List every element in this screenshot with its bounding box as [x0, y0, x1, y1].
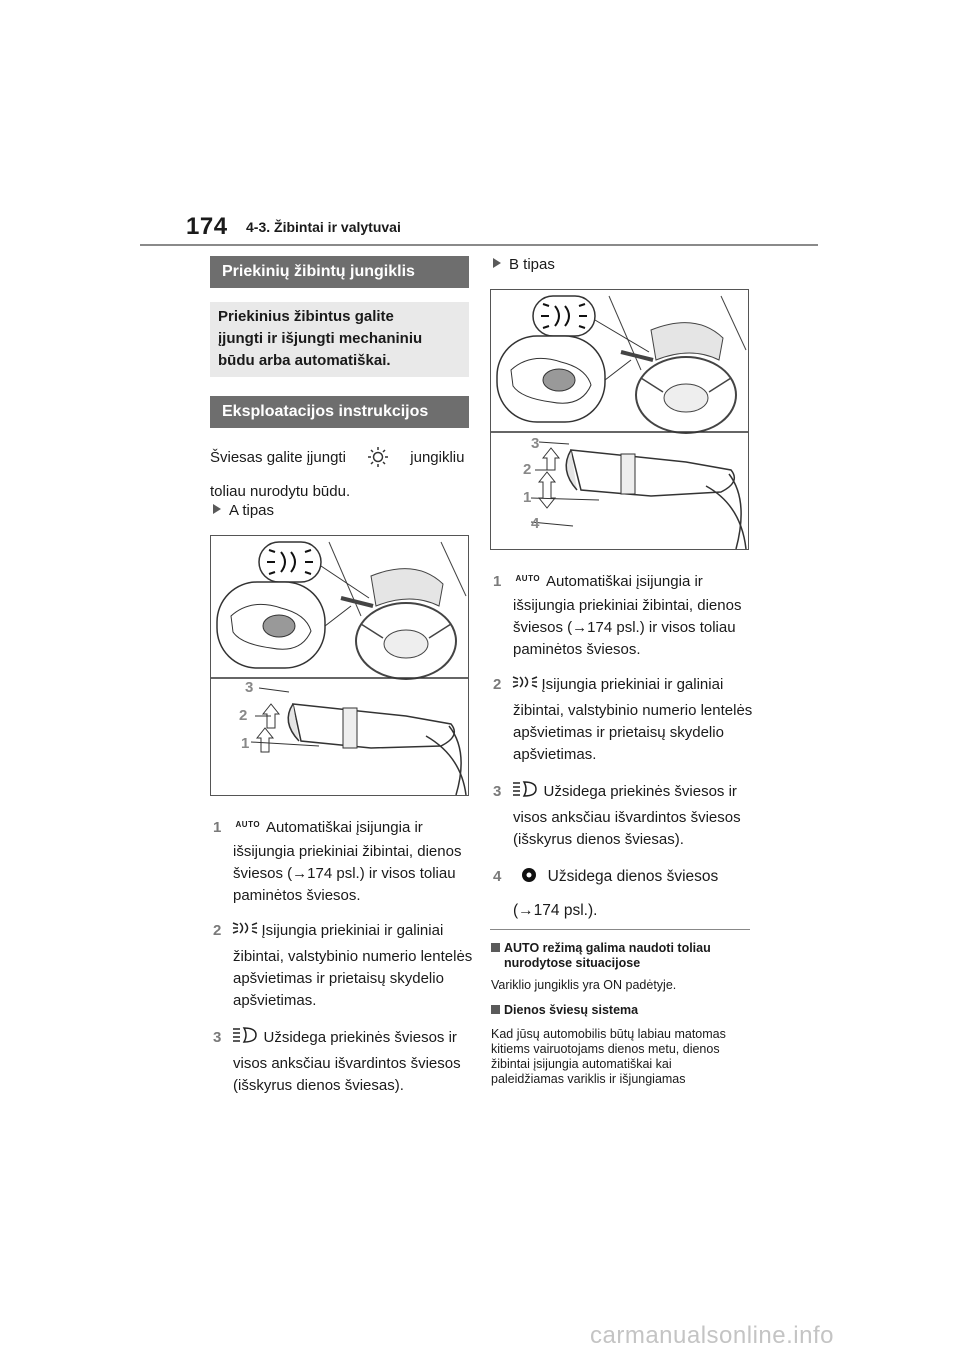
usage-text: Šviesas galite įjungti [210, 449, 346, 466]
item-text: Užsidega priekinės šviesos ir [543, 783, 737, 800]
figure-type-b [490, 289, 749, 550]
note-auto-mode-title [491, 941, 756, 971]
intro-box [210, 302, 469, 377]
watermark: carmanualsonline.info [590, 1322, 834, 1349]
figure-a-label-2: 2 [239, 707, 248, 724]
banner-label: Priekinių žibintų jungiklis [222, 263, 415, 280]
note-drl-body [491, 1027, 756, 1087]
item-b-4 [493, 866, 758, 922]
item-text: apšvietimas. [233, 992, 317, 1009]
page-number: 174 [186, 213, 228, 240]
item-a-3 [213, 1026, 473, 1097]
section-banner-instructions [210, 396, 469, 428]
item-text: Užsidega dienos šviesos [547, 868, 719, 885]
item-a-2 [213, 920, 473, 1012]
header-rule [140, 244, 818, 246]
note-title-text: AUTO režimą galima naudoti toliau [504, 941, 711, 955]
item-text: apšvietimas ir prietaisų skydelio [513, 724, 724, 741]
square-bullet-icon [491, 1005, 500, 1014]
item-text: Įsijungia priekiniai ir galiniai [541, 676, 724, 693]
tail-light-icon [232, 921, 258, 935]
item-number: 1 [493, 573, 502, 590]
intro-line: Priekinius žibintus galite [218, 308, 394, 325]
item-b-3 [493, 780, 758, 851]
item-number: 4 [493, 868, 502, 885]
note-title-text: nurodytose situacijose [504, 956, 641, 970]
item-text: (išskyrus dienos šviesas). [513, 831, 684, 848]
daytime-running-light-icon [520, 866, 538, 884]
item-text: Įsijungia priekiniai ir galiniai [261, 922, 444, 939]
note-body-line: Kad jūsų automobilis būtų labiau matomas [491, 1027, 726, 1041]
item-number: 2 [493, 676, 502, 693]
item-text: apšvietimas. [513, 746, 597, 763]
item-text: paminėtos šviesos. [513, 641, 641, 658]
item-number: 2 [213, 922, 222, 939]
headlight-icon [512, 780, 540, 798]
auto-icon: AUTO [515, 574, 541, 583]
headlight-icon [232, 1026, 260, 1044]
note-drl-title [491, 1003, 756, 1018]
item-b-1 [493, 568, 758, 661]
square-bullet-icon [491, 943, 500, 952]
note-body-line: paleidžiamas variklis ir išjungiamas [491, 1072, 686, 1086]
usage-line-1 [210, 446, 480, 469]
usage-text: jungikliu [410, 449, 465, 466]
item-text: (išskyrus dienos šviesas). [233, 1077, 404, 1094]
triangle-bullet-icon [213, 504, 221, 514]
usage-paragraph [210, 446, 480, 503]
type-a-heading [213, 500, 274, 522]
item-b-2 [493, 674, 758, 766]
type-b-label: B tipas [509, 256, 555, 273]
item-text: žibintai, valstybinio numerio lentelės [513, 702, 753, 719]
item-text: išsijungia priekiniai žibintai, dienos [233, 843, 462, 860]
note-auto-mode-body: Variklio jungiklis yra ON padėtyje. [491, 978, 677, 992]
item-text: paminėtos šviesos. [233, 887, 361, 904]
figure-type-a-illustration [211, 536, 468, 795]
item-text: visos anksčiau išvardintos šviesos [233, 1055, 461, 1072]
section-banner-headlight-switch [210, 256, 469, 288]
item-text: šviesos (→174 psl.) ir visos toliau [233, 865, 456, 882]
tail-light-icon [512, 675, 538, 689]
triangle-bullet-icon [493, 258, 501, 268]
figure-b-label-3: 3 [531, 435, 540, 452]
usage-line-2: toliau nurodytu būdu. [210, 483, 351, 500]
light-switch-icon [358, 446, 398, 468]
banner-label: Eksploatacijos instrukcijos [222, 403, 429, 420]
figure-type-b-illustration [491, 290, 748, 549]
item-text: apšvietimas ir prietaisų skydelio [233, 970, 444, 987]
intro-line: būdu arba automatiškai. [218, 352, 391, 369]
note-body-line: žibintai įsijungia automatiškai kai [491, 1057, 672, 1071]
item-text: išsijungia priekiniai žibintai, dienos [513, 597, 742, 614]
item-text: (→174 psl.). [513, 902, 598, 919]
item-text: visos anksčiau išvardintos šviesos [513, 809, 741, 826]
type-a-label: A tipas [229, 502, 275, 519]
intro-line: įjungti ir išjungti mechaniniu [218, 330, 423, 347]
item-text: Automatiškai įsijungia ir [546, 573, 703, 590]
note-body-line: kitiems vairuotojams dienos metu, dienos [491, 1042, 720, 1056]
note-title-text: Dienos šviesų sistema [504, 1003, 639, 1017]
figure-b-label-1: 1 [523, 489, 532, 506]
item-number: 3 [213, 1029, 222, 1046]
item-number: 3 [493, 783, 502, 800]
figure-a-label-1: 1 [241, 735, 250, 752]
figure-b-label-4: 4 [531, 515, 540, 532]
chapter-title: 4-3. Žibintai ir valytuvai [246, 219, 401, 235]
item-text: šviesos (→174 psl.) ir visos toliau [513, 619, 736, 636]
notes-divider [490, 929, 750, 930]
type-b-heading [493, 254, 555, 276]
figure-type-a [210, 535, 469, 796]
figure-a-label-3: 3 [245, 679, 254, 696]
item-text: žibintai, valstybinio numerio lentelės [233, 948, 473, 965]
auto-icon: AUTO [235, 820, 261, 829]
item-number: 1 [213, 819, 222, 836]
figure-b-label-2: 2 [523, 461, 532, 478]
item-text: Automatiškai įsijungia ir [266, 819, 423, 836]
item-a-1 [213, 814, 473, 907]
item-text: Užsidega priekinės šviesos ir [263, 1029, 457, 1046]
